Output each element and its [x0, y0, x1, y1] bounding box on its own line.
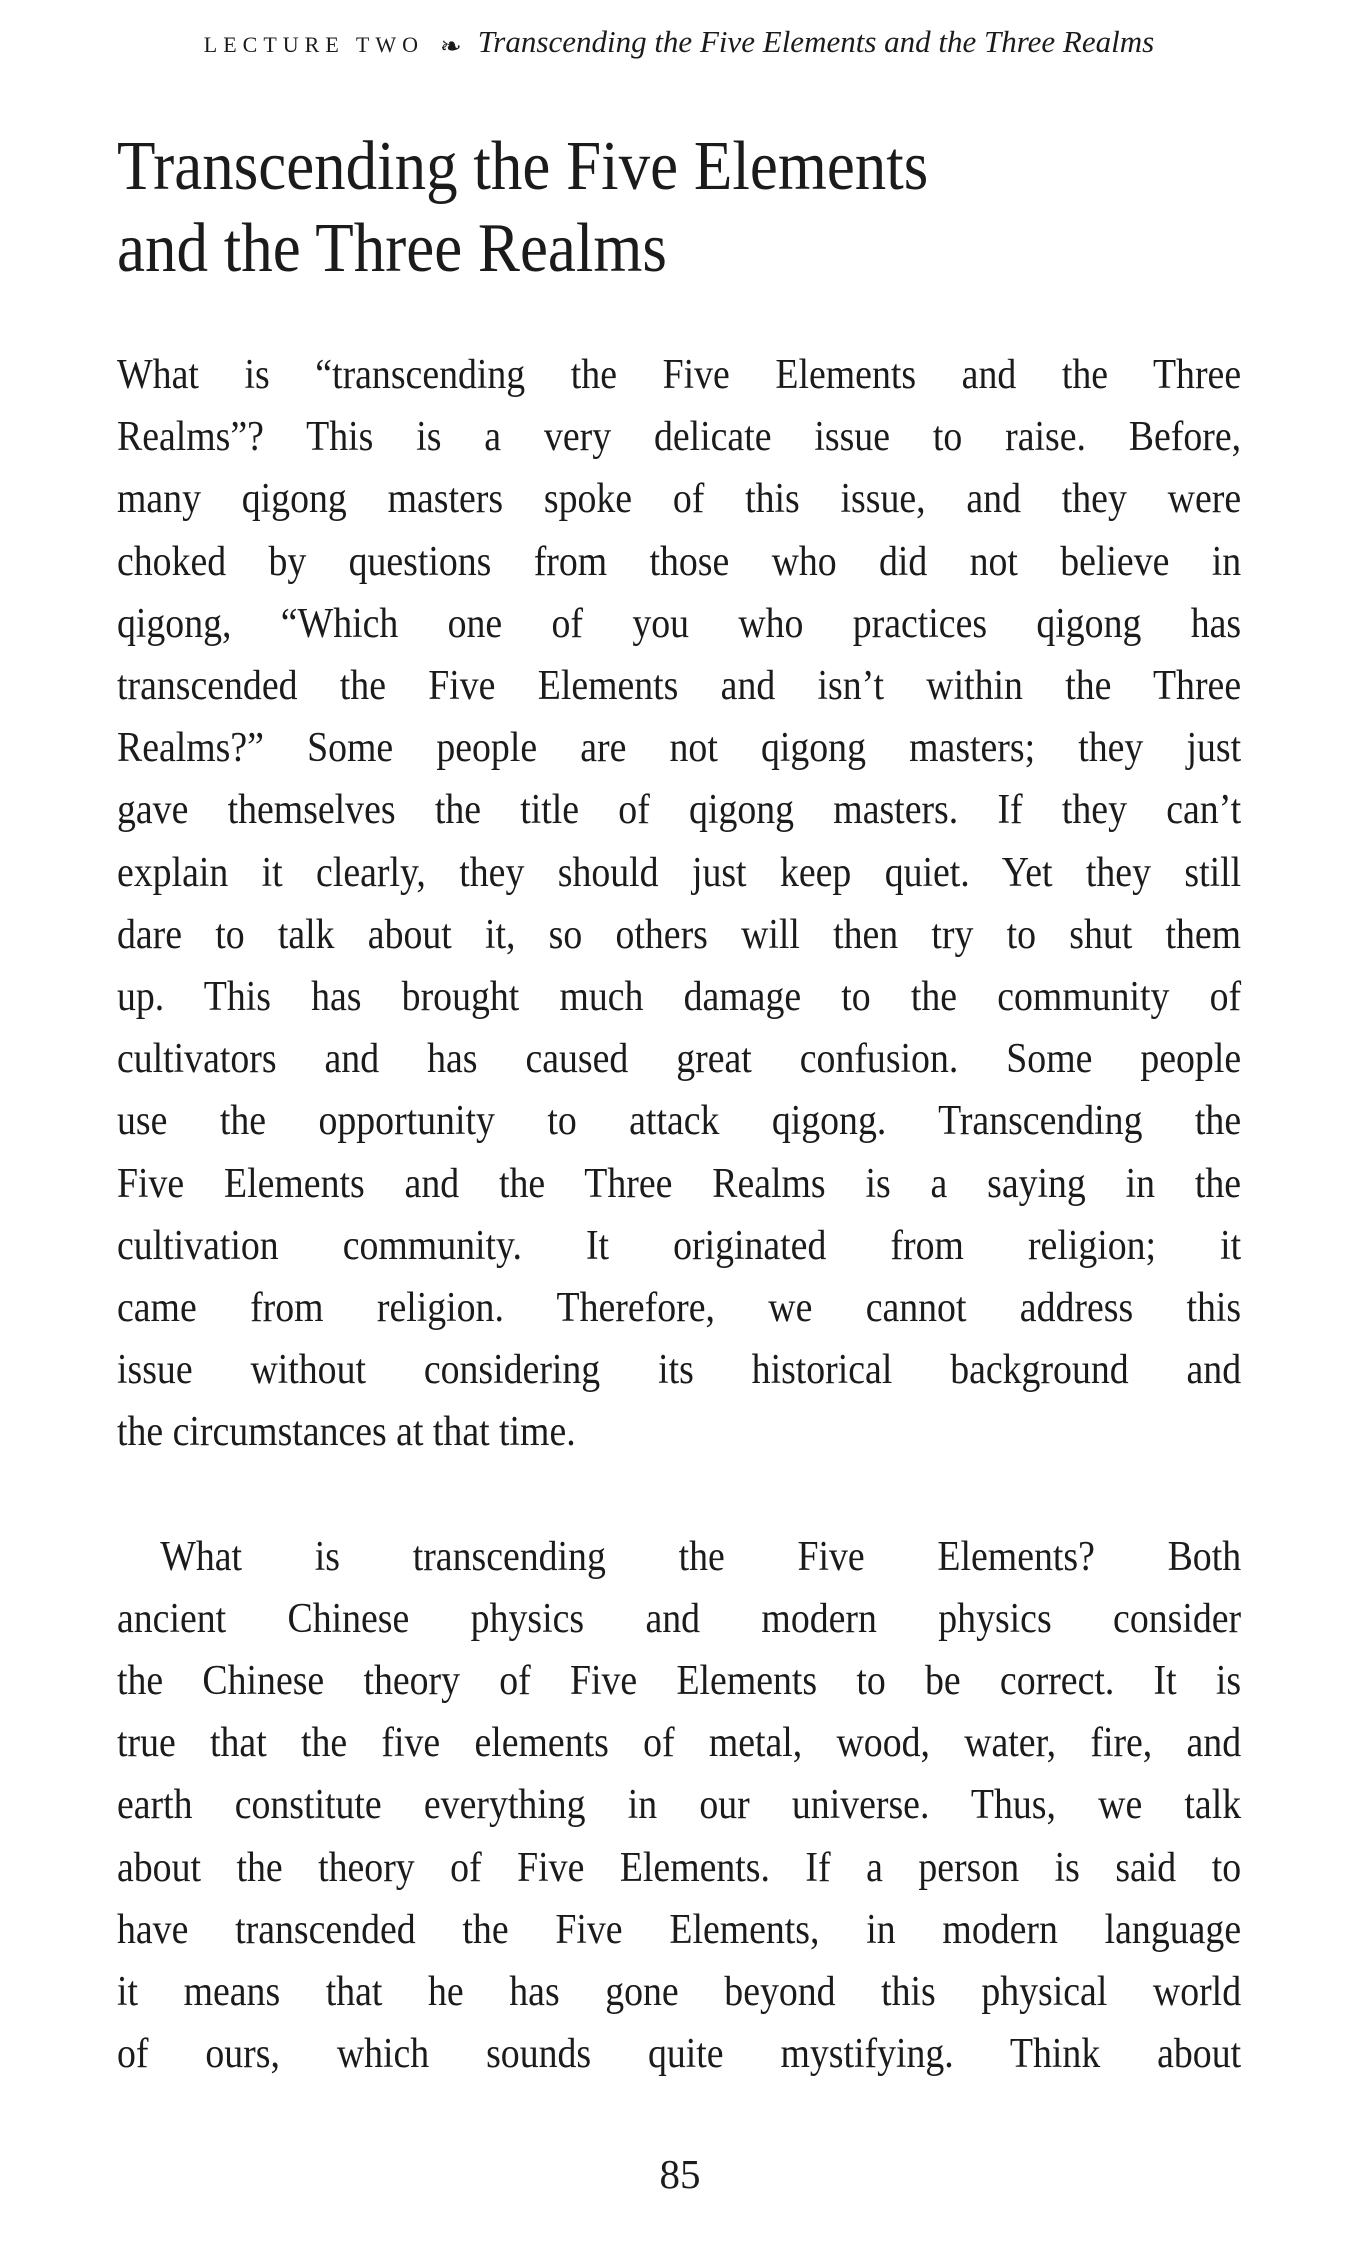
- text-line: have transcended the Five Elements, in modern language: [117, 1906, 1242, 1953]
- text-line: about the theory of Five Elements. If a person is said to: [117, 1844, 1242, 1891]
- text-line: up. This has brought much damage to the community of: [117, 974, 1242, 1021]
- paragraph: [117, 344, 1241, 1464]
- running-header-chapter-title: Transcending the Five Elements and the Three Realms: [477, 24, 1155, 59]
- page-title-line-2: and the Three Realms: [117, 210, 667, 287]
- paragraph: [117, 1526, 1241, 2086]
- text-line: it means that he has gone beyond this physical world: [117, 1969, 1242, 2016]
- text-line: Five Elements and the Three Realms is a saying in the: [117, 1160, 1242, 1207]
- text-line: What is “transcending the Five Elements and the Three: [117, 352, 1242, 398]
- text-line: the Chinese theory of Five Elements to be correct. It is: [117, 1658, 1242, 1705]
- text-line: choked by questions from those who did not believe in: [117, 538, 1242, 585]
- body-text: [117, 344, 1241, 2085]
- fleuron-leaf-icon: ❧: [439, 32, 462, 62]
- text-line: transcended the Five Elements and isn’t within the Three: [117, 663, 1242, 710]
- running-header: [117, 24, 1241, 60]
- text-line: issue without considering its historical background and: [117, 1347, 1242, 1394]
- text-line: ancient Chinese physics and modern physics consider: [117, 1595, 1242, 1642]
- text-line: gave themselves the title of qigong masters. If they can’t: [117, 787, 1242, 834]
- text-line: Realms”? This is a very delicate issue to raise. Before,: [117, 414, 1242, 461]
- text-line: cultivators and has caused great confusion. Some people: [117, 1036, 1242, 1083]
- text-line: dare to talk about it, so others will then try to shut them: [117, 911, 1242, 958]
- page-number: 85: [659, 2151, 701, 2197]
- text-line: of ours, which sounds quite mystifying. Think about: [117, 2031, 1242, 2078]
- text-line: came from religion. Therefore, we cannot address this: [117, 1285, 1242, 1332]
- page-title: [117, 126, 1241, 290]
- text-line: What is transcending the Five Elements? Both: [160, 1533, 1242, 1580]
- text-line: cultivation community. It originated from religion; it: [117, 1222, 1242, 1269]
- text-line: Realms?” Some people are not qigong masters; they just: [117, 725, 1242, 772]
- text-line: earth constitute everything in our universe. Thus, we talk: [117, 1782, 1242, 1829]
- lecture-label: LECTURE TWO: [203, 32, 424, 57]
- page-title-line-1: Transcending the Five Elements: [117, 128, 929, 205]
- text-line: explain it clearly, they should just keep quiet. Yet they still: [117, 849, 1242, 896]
- text-line: qigong, “Which one of you who practices qigong has: [117, 600, 1242, 647]
- text-line: use the opportunity to attack qigong. Transcending the: [117, 1098, 1242, 1145]
- text-line: many qigong masters spoke of this issue, and they were: [117, 476, 1242, 523]
- text-line: the circumstances at that time.: [117, 1409, 576, 1456]
- text-line: true that the five elements of metal, wood, water, fire, and: [117, 1720, 1242, 1767]
